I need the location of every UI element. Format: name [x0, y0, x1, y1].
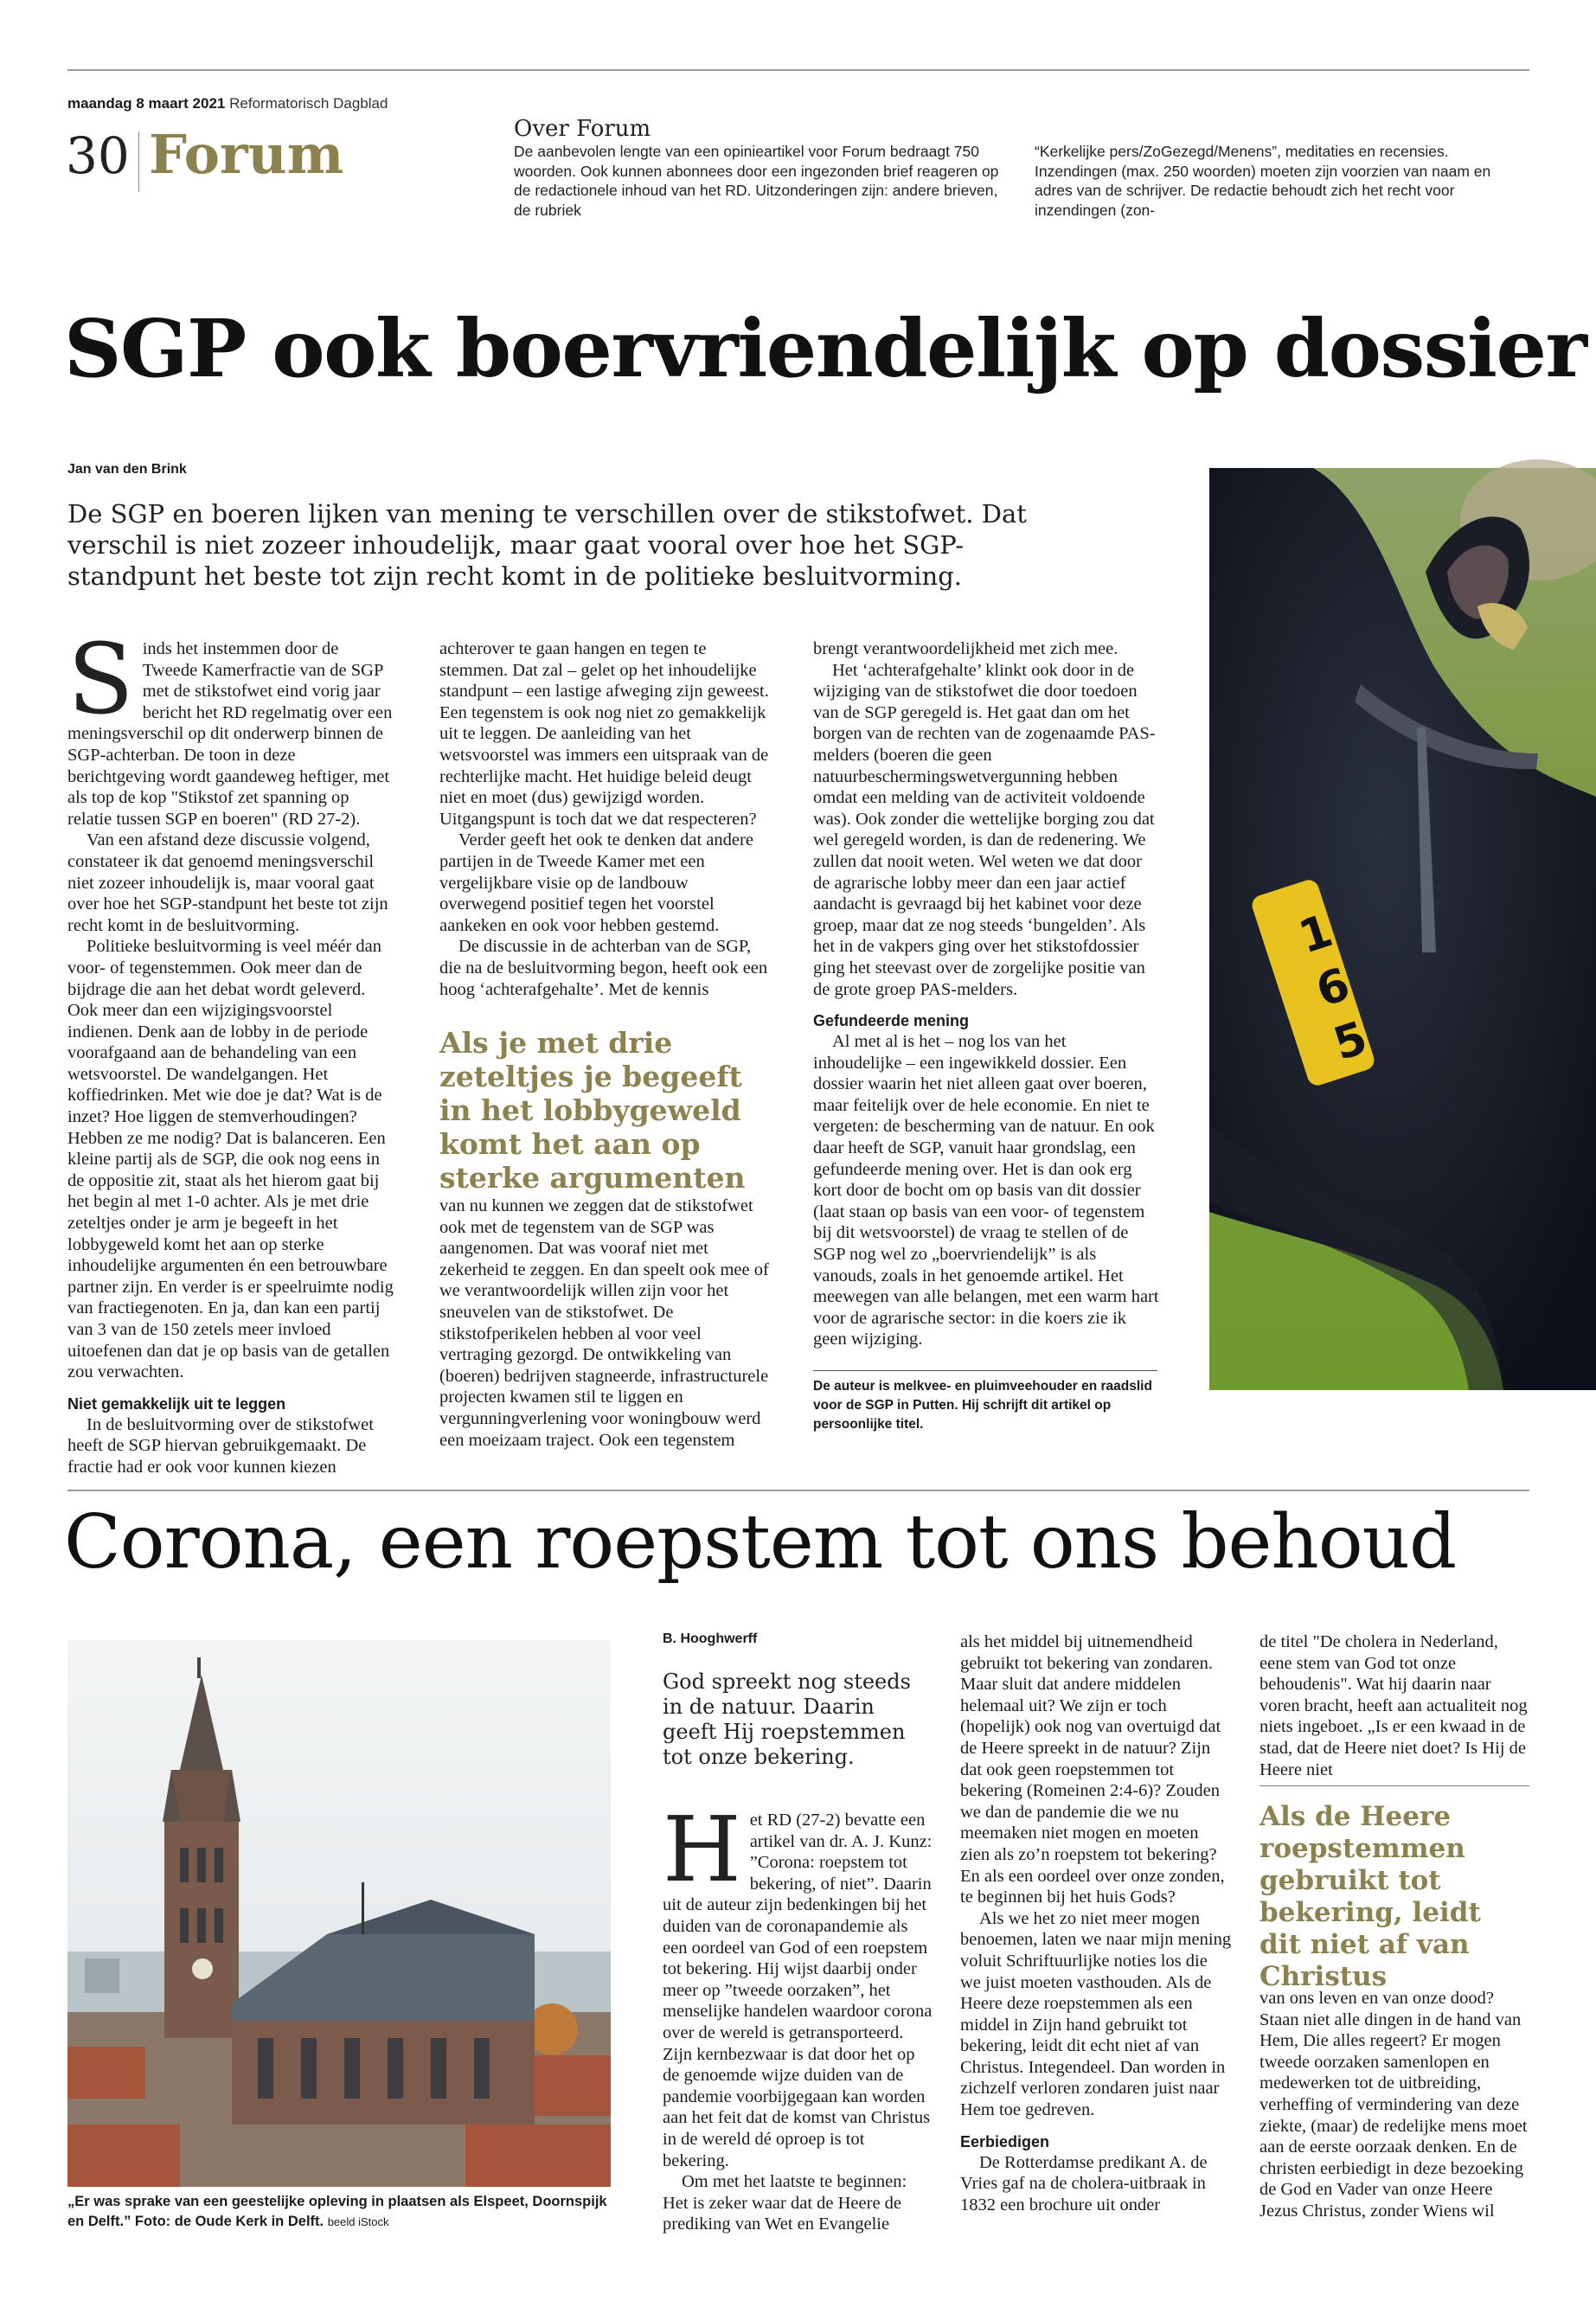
article2-author: B. Hooghwerff — [663, 1631, 758, 1646]
article1-author-note: De auteur is melkvee- en pluimveehouder en raadslid voor de SGP in Putten. Hij schrijft dit artikel op persoonlijke titel. — [813, 1379, 1152, 1432]
article1-paragraph: Al met al is het – nog los van het inhoudelijke – een ingewikkeld dossier. Een dossier waarin het niet alleen gaat over boeren, maar feitelijk over de hele economie. En niet te vergeten: de bescherming van de natuur. En ook daar heeft de SGP, vanuit haar grondslag, een gefundeerde mening over. Het is dan ook erg kort door de bocht om op basis van dit dossier (laat staan op basis van een voor- of tegenstem bij dit wetsvoorstel) de vraag te stellen of de SGP nog wel zo „boervriendelijk” is als vanouds, zoals in het genoemde artikel. Het meewegen van alle belangen, met een warm hart voor de agrarische sector: in die koers zie ik geen wijziging. — [813, 1032, 1159, 1349]
section-title: Forum — [149, 123, 344, 186]
photo-credit: beeld iStock — [327, 2215, 389, 2228]
article2-paragraph: als het middel bij uitnemendheid gebruikt tot bekering van zondaren. Maar sluit dat andere middelen helemaal uit? We zijn er toch (hopelijk) ook nog van overtuigd dat de Heere spreekt in de natuur? Zijn dat ook geen roepstemmen tot bekering (Romeinen 2:4-6)? Zouden we dan de pandemie die we nu meemaken niet mogen en moeten zien als zo’n roepstem tot bekering? En als een oordeel over onze zonden, te beginnen bij het huis Gods? — [960, 1632, 1225, 1907]
article2-column-2 — [960, 1631, 1232, 2301]
section-rule — [67, 1490, 1529, 1491]
ear-tag-digit-2: 6 — [1310, 958, 1356, 1018]
author-note-rule — [813, 1370, 1157, 1371]
article1-dropcap: S — [67, 624, 134, 736]
article1-column-1 — [67, 624, 394, 1477]
article2-subhead: Eerbiedigen — [960, 2132, 1050, 2150]
article2-column-1 — [663, 1797, 934, 2301]
article1-column-2b — [439, 1195, 777, 1450]
article2-lead: God spreekt nog steeds in de natuur. Daarin geeft Hij roepstemmen tot onze bekering. — [663, 1670, 911, 1769]
article2-dropcap: H — [663, 1797, 741, 1902]
over-forum-text-1: De aanbevolen lengte van een opinieartikel voor Forum bedraagt 750 woorden. Ook kunnen abonnees door een ingezonden brief reageren op de redactionele inhoud van het RD. Uitzonderingen zijn: andere brieven, de rubriek — [514, 143, 999, 219]
page-number-divider — [138, 131, 139, 192]
dateline — [67, 95, 388, 112]
church-photo-caption — [67, 2192, 612, 2232]
article1-paragraph: Het ‘achterafgehalte’ klinkt ook door in de wijziging van de stikstofwet die door toedoen van de SGP geregeld is. Het gaat dan om het borgen van de rechten van de zogenaamde PAS-melders (boeren die geen natuurbeschermingswetvergunning hebben omdat een melding van de activiteit voldoende was). Ook zonder die wettelijke borging zou dat wel geregeld worden, is dan de redenering. We zullen dat nooit weten. Wel weten we dat door de agrarische lobby meer dan een jaar actief aandacht is gevraagd bij het kabinet voor deze groep, maar dat ze nog steeds ‘bungelden’. Als het in de vakpers ging over het stikstofdossier ging het steevast over de zorgelijke positie van de grote groep PAS-melders. — [813, 660, 1156, 999]
article2-paragraph: van ons leven en van onze dood? Staan niet alle dingen in de hand van Hem, Die alles regeert? Er mogen tweede oorzaken samenlopen en medewerken tot de uitbreiding, verheffing of vermindering van deze ziekte, (maar) de redelijke mens moet aan de eerste oorzaak denken. En de christen eerbiedigt in deze bezoeking de God en Vader van onze Heere Jezus Christus, zonder Wiens wil — [1259, 1989, 1528, 2221]
article1-paragraph: Van een afstand deze discussie volgend, constateer ik dat genoemd meningsverschil niet zozeer inhoudelijk is, maar vooral gaat over hoe het SGP-standpunt het beste tot zijn recht komt in de besluitvorming. — [67, 830, 388, 935]
article1-headline: SGP ook boervriendelijk op dossier — [64, 302, 1586, 395]
article2-headline: Corona, een roepstem tot ons behoud — [64, 1499, 1457, 1586]
caption-text: „Er was sprake van een geestelijke opleving in plaatsen als Elspeet, Doornspijk en Delft.” Foto: de Oude Kerk in Delft. — [67, 2194, 607, 2229]
ear-tag-digit-1: 1 — [1292, 905, 1339, 965]
article2-column-3b — [1259, 1988, 1529, 2301]
article1-column-3 — [813, 638, 1159, 1351]
article2-paragraph: et RD (27-2) bevatte een artikel van dr. A. J. Kunz: ”Corona: roepstem tot bekering, of niet”. Daarin uit de auteur zijn bedenkingen bij het duiden van de coronapandemie als een oordeel van God of een roepstem tot bekering. Hij wijst daarbij onder meer op ”tweede oorzaken”, het menselijke handelen waardoor corona over de wereld is getransporteerd. Zijn kernbezwaar is dat door het op de genoemde wijze duiden van de pandemie voorbijgegaan kan worden aan het feit dat de komst van Christus in de wereld dé oproep is tot bekering. — [663, 1811, 933, 2170]
article1-lead: De SGP en boeren lijken van mening te verschillen over de stikstofwet. Dat verschil is niet zozeer inhoudelijk, maar gaat vooral over hoe het SGP-standpunt het beste tot zijn recht komt in de politieke besluitvorming. — [67, 499, 1027, 591]
article1-column-2a — [439, 638, 777, 1017]
article1-author: Jan van den Brink — [67, 462, 187, 477]
article2-quote-rule — [1259, 1785, 1529, 1786]
article1-paragraph: De discussie in de achterban van de SGP, die na de besluitvorming begon, heeft ook een hoog ‘achterafgehalte’. Met de kennis — [439, 937, 768, 999]
article2-pull-quote: Als de Heere roepstemmen gebruikt tot bekering, leidt dit niet af van Christus — [1259, 1801, 1481, 1992]
article1-paragraph: Politieke besluitvorming is veel méér dan voor- of tegenstemmen. Ook meer dan de bijdrage die aan het debat wordt geleverd. Ook meer dan een wijzigingsvoorstel indienen. Denk aan de lobby in de periode voorafgaand aan de behandeling van een wetsvoorstel. De wandelgangen. Het koffiedrinken. Met wie doe je dat? Wat is de inzet? Hoe liggen de stemverhoudingen? Hebben ze me nodig? Dat is balanceren. Een kleine partij als de SGP, die ook nog eens in de oppositie zit, staat als het hierom gaat bij het begin al met 1-0 achter. Als je met drie zeteltjes onder je arm je begeeft in het lobbygeweld komt het aan op sterke inhoudelijke argumenten én een betrouwbare partner zijn. En verder is er speelruimte nodig van fractiegenoten. En ja, dan kan een partij van 3 van de 150 zetels meer invloed uitoefenen dan dat je op basis van de getallen zou verwachten. — [67, 937, 394, 1382]
article2-column-3a — [1259, 1631, 1529, 1779]
cow-photo — [1209, 468, 1596, 1390]
ear-tag-digit-3: 5 — [1327, 1011, 1374, 1072]
article1-paragraph: brengt verantwoordelijkheid met zich mee. — [813, 639, 1118, 658]
article1-paragraph: Verder geeft het ook te denken dat andere partijen in de Tweede Kamer met een vergelijkbare visie op de landbouw overwegend positief tegen het voorstel aankeken en ook voor hebben gestemd. — [439, 830, 753, 935]
article1-paragraph: achterover te gaan hangen en tegen te stemmen. Dat zal – gelet op het inhoudelijke standpunt – een lastige afweging zijn geweest. Een tegenstem is ook nog niet zo gemakkelijk uit te leggen. De aanleiding van het wetsvoorstel was immers een uitspraak van de rechterlijke macht. Het huidige beleid deugt niet en moet (dus) gewijzigd worden. Uitgangspunt is toch dat we dat respecteren? — [439, 639, 769, 829]
article1-pull-quote: Als je met drie zeteltjes je begeeft in het lobbygeweld komt het aan op sterke argumenten — [439, 1026, 746, 1195]
article1-paragraph: van nu kunnen we zeggen dat de stikstofwet ook met de tegenstem van de SGP was aangenomen. Dat was vooraf niet met zekerheid te zeggen. En dan speelt ook mee of we verantwoordelijk willen zijn voor het sneuvelen van de stikstofwet. De stikstofperikelen hebben al voor veel vertraging gezorgd. De ontwikkeling van (boeren) bedrijven stagneerde, infrastructurele projecten kwamen stil te liggen en vergunningverlening voor woningbouw werd een moeizaam traject. Ook een tegenstem — [439, 1196, 769, 1450]
article2-paragraph: Om met het laatste te beginnen: Het is zeker waar dat de Heere de prediking van Wet en Evangelie — [663, 2172, 907, 2234]
over-forum-text-2: “Kerkelijke pers/ZoGezegd/Menens”, meditaties en recensies. Inzendingen (max. 250 woorden) moeten zijn voorzien van naam en adres van de schrijver. De redactie behoudt zich het recht voor inzendingen (zon- — [1035, 143, 1491, 219]
article1-subhead: Gefundeerde mening — [813, 1012, 970, 1030]
article2-paragraph: de titel "De cholera in Nederland, eene stem van God tot onze behoudenis". Wat hij daarin naar voren bracht, heeft aan actualiteit nog niets ingeboet. „Is er een kwaad in de stad, dat de Heere niet doet? Is Hij de Heere niet — [1259, 1632, 1528, 1779]
paper-name: Reformatorisch Dagblad — [229, 95, 388, 112]
article2-paragraph: Als we het zo niet meer mogen benoemen, laten we naar mijn mening voluit Schriftuurlijke noties los die we juist moeten vasthouden. Als de Heere deze roepstemmen als een middel in Zijn hand gebruikt tot bekering, leidt dit echt niet af van Christus. Integendeel. Dan worden in zichzelf verloren zondaren juist naar Hem toe gedreven. — [960, 1908, 1232, 2120]
article1-paragraph: inds het instemmen door de Tweede Kamerfractie van de SGP met de stikstofwet eind vorig jaar bericht het RD regelmatig over een meningsverschil op dit onderwerp binnen de SGP-achterban. De toon in deze berichtgeving wordt gaandeweg heftiger, met als top de kop "Stikstof zet spanning op relatie tussen SGP en boeren" (RD 27-2). — [67, 639, 393, 829]
article2-paragraph: De Rotterdamse predikant A. de Vries gaf na de cholera-uitbraak in 1832 een brochure uit onder — [960, 2152, 1208, 2214]
church-photo — [67, 1640, 611, 2187]
over-forum-title: Over Forum — [514, 116, 651, 142]
article1-paragraph: In de besluitvorming over de stikstofwet heeft de SGP hiervan gebruikgemaakt. De fractie had er ook voor kunnen kiezen — [67, 1414, 374, 1477]
page-number: 30 — [66, 126, 130, 185]
date: maandag 8 maart 2021 — [67, 95, 226, 112]
top-rule — [67, 69, 1529, 71]
article1-subhead: Niet gemakkelijk uit te leggen — [67, 1394, 286, 1413]
